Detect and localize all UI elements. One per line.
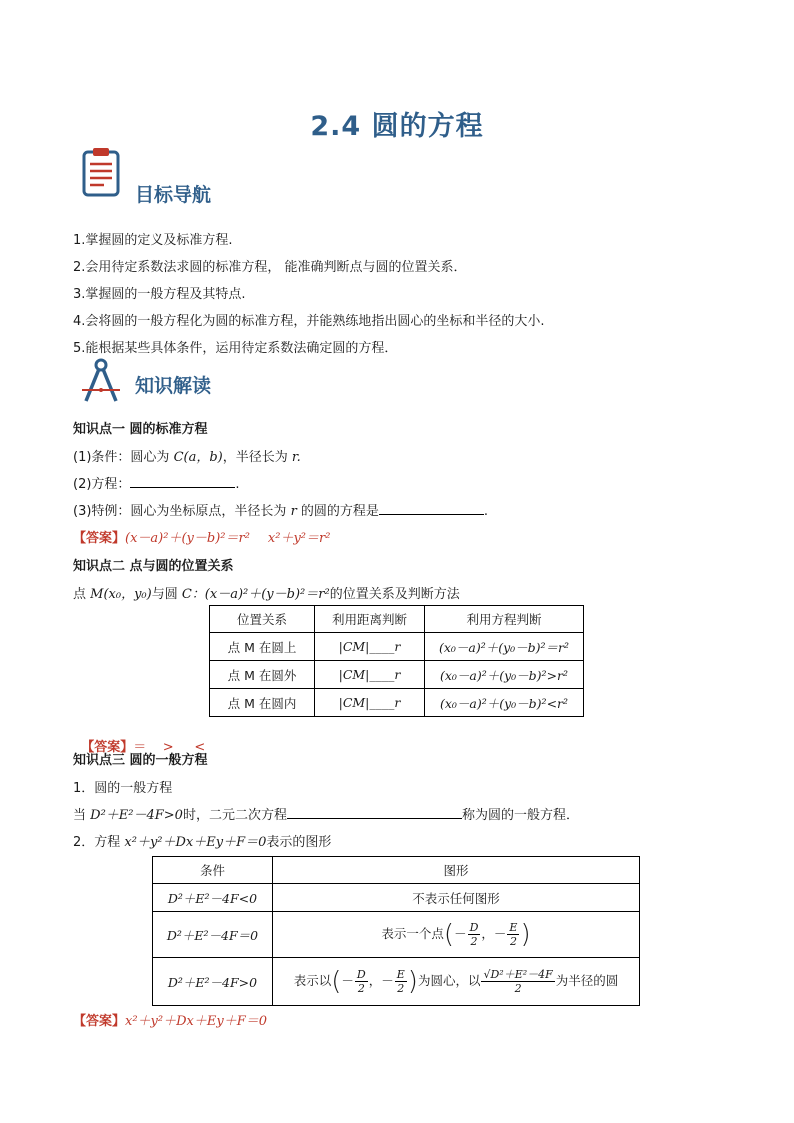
kp3-sub1: 1．圆的一般方程 xyxy=(73,781,173,796)
table-row xyxy=(210,633,584,661)
kp3-sub2-eq: x²＋y²＋Dx＋Ey＋F＝0 xyxy=(124,835,267,850)
kp2-intro xyxy=(73,583,460,602)
kp3-answer xyxy=(73,1010,267,1029)
kp1-eq-end: . xyxy=(235,477,240,492)
kp1-special xyxy=(73,500,488,519)
kp1-answer-2: x²＋y²＝r² xyxy=(267,531,331,546)
kp2-intro-point: M(x₀，y₀) xyxy=(90,587,152,602)
table-cell: |CM|____r xyxy=(315,661,425,689)
shape-text: 表示以 xyxy=(293,973,332,988)
table-row xyxy=(153,884,640,912)
table-cell: |CM|____r xyxy=(315,689,425,717)
fraction: $\frac{E}{2}$ xyxy=(509,921,518,948)
answer-label: 【答案】 xyxy=(73,531,126,546)
shape-text: 表示一个点 xyxy=(381,926,444,941)
table-cell: 点 M 在圆外 xyxy=(210,661,315,689)
fraction: $\frac{D}{2}$ xyxy=(356,968,366,995)
kp1-answer-1: (x－a)²＋(y－b)²＝r² xyxy=(125,531,250,546)
shape-text: 为圆心，以 xyxy=(417,973,481,988)
kp3-answer-value: x²＋y²＋Dx＋Ey＋F＝0 xyxy=(125,1014,267,1029)
kp2-intro-c: 的位置关系及判断方法 xyxy=(329,587,460,602)
kp1-cond-r: r. xyxy=(291,450,301,465)
general-equation-table xyxy=(152,856,640,1006)
kp3-line1-cond: D²＋E²－4F>0 xyxy=(90,808,183,823)
goal-item: 1.掌握圆的定义及标准方程. xyxy=(73,233,233,248)
table-row xyxy=(210,661,584,689)
kp3-sub2-b: 表示的图形 xyxy=(266,835,332,850)
radius-fraction: $\frac{\text{√D²＋E²－4F}}{2}$ xyxy=(483,968,553,995)
section-heading-goals: 目标导航 xyxy=(135,184,212,206)
table-cell: 表示以(－ $\frac{D}{2}$ ，－ $\frac{E}{2}$ )为圆心，以 $\frac{\text{√D²＋E²－4F}}{2}$ 为半径的圆 xyxy=(273,958,640,1006)
fraction: $\frac{D}{2}$ xyxy=(469,921,479,948)
table-header: 图形 xyxy=(273,857,640,884)
position-relation-table xyxy=(209,605,584,717)
kp1-equation xyxy=(73,473,240,492)
kp3-sub2 xyxy=(73,831,331,850)
table-cell: |CM|____r xyxy=(315,633,425,661)
kp3-line1-blank xyxy=(287,806,462,819)
kp1-special-r: r xyxy=(290,504,297,519)
kp2-intro-a: 点 xyxy=(73,587,91,602)
goal-item: 2.会用待定系数法求圆的标准方程， 能准确判断点与圆的位置关系． xyxy=(73,260,467,275)
kp1-special-suffix: 的圆的方程是 xyxy=(296,504,379,519)
table-cell: 点 M 在圆内 xyxy=(210,689,315,717)
kp1-cond-mid: ，半径长为 xyxy=(222,450,292,465)
table-row xyxy=(153,912,640,958)
table-cell: (x₀－a)²＋(y₀－b)²<r² xyxy=(425,689,584,717)
kp3-sub2-a: 2．方程 xyxy=(73,835,125,850)
kp3-line1 xyxy=(73,804,579,823)
table-row xyxy=(153,958,640,1006)
kp2-intro-circle: C：(x－a)²＋(y－b)²＝r² xyxy=(181,587,330,602)
table-cell: 表示一个点(－ $\frac{D}{2}$ ，－ $\frac{E}{2}$ ) xyxy=(273,912,640,958)
fraction: $\frac{E}{2}$ xyxy=(396,968,405,995)
kp2-intro-b: 与圆 xyxy=(151,587,182,602)
kp2-answer-value: ＝ > < xyxy=(133,740,206,755)
table-cell: D²＋E²－4F<0 xyxy=(153,884,273,912)
goal-item: 5.能根据某些具体条件，运用待定系数法确定圆的方程． xyxy=(73,341,398,356)
table-header: 利用方程判断 xyxy=(425,606,584,633)
table-cell: 不表示任何图形 xyxy=(273,884,640,912)
kp1-title: 知识点一 圆的标准方程 xyxy=(73,422,208,437)
kp3-line1-b: 时，二元二次方程 xyxy=(182,808,287,823)
kp1-condition xyxy=(73,446,301,465)
table-cell: (x₀－a)²＋(y₀－b)²>r² xyxy=(425,661,584,689)
table-row xyxy=(210,689,584,717)
goal-item: 4.会将圆的一般方程化为圆的标准方程，并能熟练地指出圆心的坐标和半径的大小. xyxy=(73,314,545,329)
page-title: 2.4 圆的方程 xyxy=(310,111,484,142)
table-header: 利用距离判断 xyxy=(315,606,425,633)
section-heading-knowledge: 知识解读 xyxy=(135,375,212,397)
shape-text: 为半径的圆 xyxy=(555,973,619,988)
kp1-special-blank xyxy=(379,502,484,515)
table-cell: D²＋E²－4F>0 xyxy=(153,958,273,1006)
answer-label: 【答案】 xyxy=(73,1014,126,1029)
kp3-title: 知识点三 圆的一般方程 xyxy=(73,753,208,768)
table-cell: (x₀－a)²＋(y₀－b)²＝r² xyxy=(425,633,584,661)
kp1-eq-blank xyxy=(130,475,235,488)
answer-label: 【答案】 xyxy=(81,740,134,755)
clipboard-list-icon xyxy=(78,146,124,198)
table-cell: 点 M 在圆上 xyxy=(210,633,315,661)
table-header: 位置关系 xyxy=(210,606,315,633)
kp1-special-end: . xyxy=(483,504,489,519)
kp2-title: 知识点二 点与圆的位置关系 xyxy=(73,559,234,574)
goal-item: 3.掌握圆的一般方程及其特点. xyxy=(73,287,246,302)
table-header: 条件 xyxy=(153,857,273,884)
kp3-line1-c: 称为圆的一般方程． xyxy=(461,808,579,823)
table-cell: D²＋E²－4F＝0 xyxy=(153,912,273,958)
kp3-line1-a: 当 xyxy=(73,808,91,823)
compass-icon xyxy=(78,357,124,407)
kp1-answer xyxy=(73,527,330,546)
kp1-cond-prefix: (1)条件：圆心为 xyxy=(73,450,174,465)
kp1-special-prefix: (3)特例：圆心为坐标原点，半径长为 xyxy=(73,504,291,519)
kp1-cond-center: C(a，b) xyxy=(173,450,223,465)
kp1-eq-label: (2)方程： xyxy=(73,477,131,492)
